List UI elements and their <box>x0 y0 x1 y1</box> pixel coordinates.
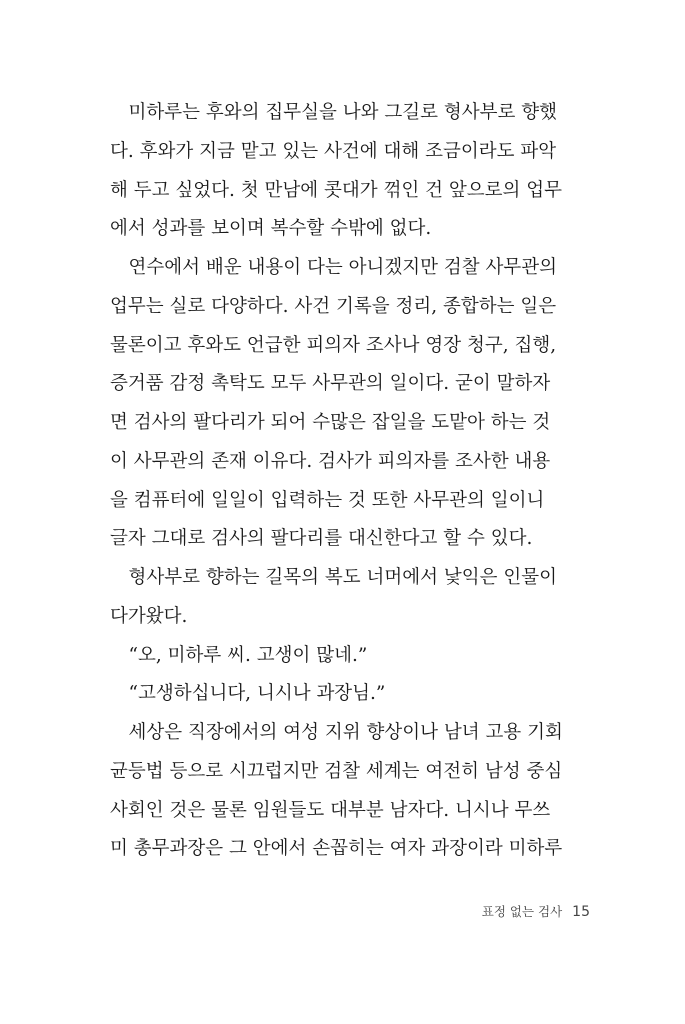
text-line: 미하루는 후와의 집무실을 나와 그길로 형사부로 향했 <box>110 102 557 123</box>
page-footer <box>440 902 590 920</box>
text-line: 면 검사의 팔다리가 되어 수많은 잡일을 도맡아 하는 것 <box>110 412 551 433</box>
text-line: 미 총무과장은 그 안에서 손꼽히는 여자 과장이라 미하루 <box>110 838 563 860</box>
text-line: 다. 후와가 지금 맡고 있는 사건에 대해 조금이라도 파악 <box>110 140 557 162</box>
text-line: 다가왔다. <box>110 605 188 627</box>
text-line: “고생하십니다, 니시나 과장님.” <box>110 683 386 705</box>
text-line: 사회인 것은 물론 임원들도 대부분 남자다. 니시나 무쓰 <box>110 799 551 821</box>
text-line: 을 컴퓨터에 일일이 입력하는 것 또한 사무관의 일이니 <box>110 489 545 511</box>
running-title: 표정 없는 검사 <box>481 904 563 919</box>
text-line: “오, 미하루 씨. 고생이 많네.” <box>110 644 368 666</box>
text-line: 해 두고 싶었다. 첫 만남에 콧대가 꺾인 건 앞으로의 업무 <box>110 179 562 201</box>
text-line: 증거품 감정 촉탁도 모두 사무관의 일이다. 굳이 말하자 <box>110 373 551 395</box>
text-line: 업무는 실로 다양하다. 사건 기록을 정리, 종합하는 일은 <box>110 295 557 317</box>
text-line: 이 사무관의 존재 이유다. 검사가 피의자를 조사한 내용 <box>110 450 551 472</box>
text-line: 균등법 등으로 시끄럽지만 검찰 세계는 여전히 남성 중심 <box>110 760 563 782</box>
text-line: 글자 그대로 검사의 팔다리를 대신한다고 할 수 있다. <box>110 528 533 550</box>
text-line: 형사부로 향하는 길목의 복도 너머에서 낯익은 인물이 <box>110 567 557 588</box>
body-text <box>110 94 590 869</box>
text-line: 연수에서 배운 내용이 다는 아니겠지만 검찰 사무관의 <box>110 257 557 278</box>
page-number: 15 <box>572 904 590 920</box>
text-line: 에서 성과를 보이며 복수할 수밖에 없다. <box>110 218 432 240</box>
text-line: 세상은 직장에서의 여성 지위 향상이나 남녀 고용 기회 <box>110 722 563 743</box>
text-line: 물론이고 후와도 언급한 피의자 조사나 영장 청구, 집행, <box>110 334 557 356</box>
